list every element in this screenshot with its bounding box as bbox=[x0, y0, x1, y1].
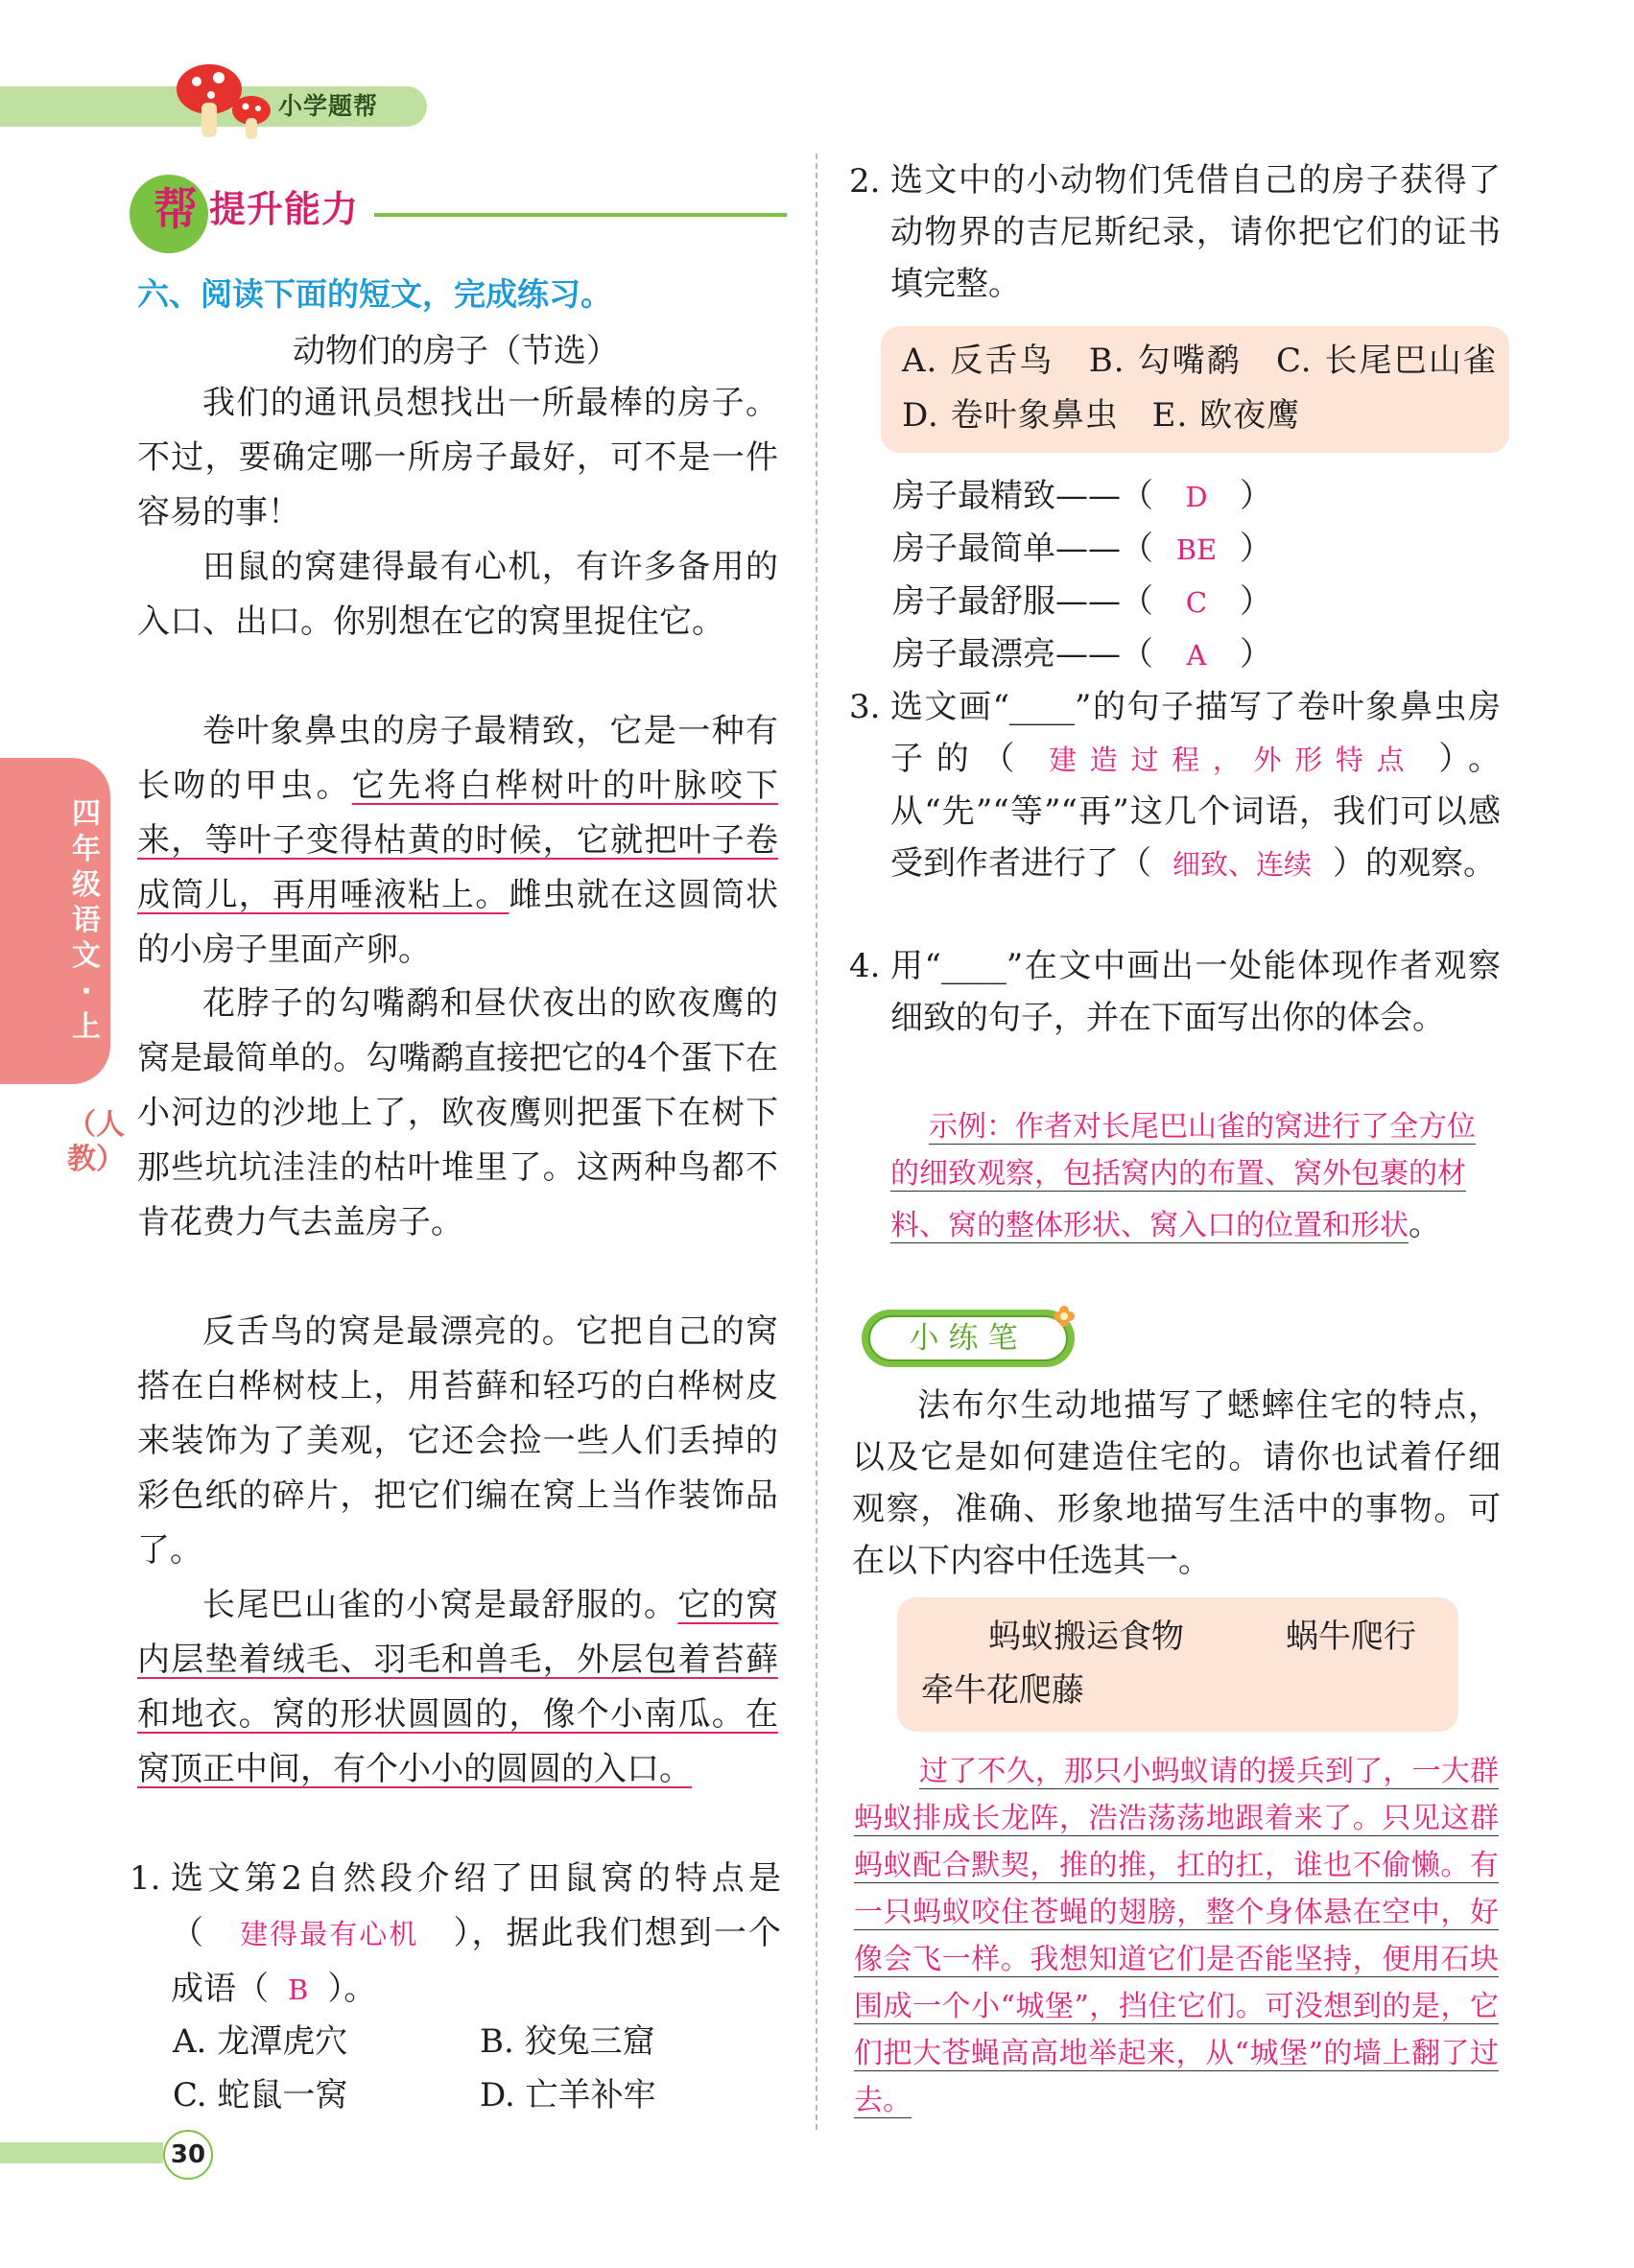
q1-text bbox=[171, 1852, 781, 2018]
q1-text-a: 选文第2自然段介绍了田鼠窝的特点是（ bbox=[171, 1859, 781, 1952]
story-title: 动物们的房子（节选） bbox=[293, 332, 619, 370]
q3-text-b: ）。从“先”“等”“再”这几个词语，我们可以感受到作者进行了（ bbox=[890, 740, 1502, 883]
q2-row-label: 房子最漂亮——（ bbox=[892, 635, 1153, 673]
practice-answer bbox=[854, 1748, 1499, 2124]
q3-text-c: ）的观察。 bbox=[1333, 844, 1497, 883]
topic-3: 牵牛花爬藤 bbox=[921, 1671, 1084, 1710]
q4-answer bbox=[890, 1103, 1501, 1252]
q3-text-a: 选文画“____”的句子描写了卷叶象鼻虫房子的（ bbox=[890, 688, 1501, 778]
section-title: 提升能力 bbox=[209, 188, 360, 230]
q2-number: 2. bbox=[849, 162, 881, 201]
q4-answer-text: 示例：作者对长尾巴山雀的窝进行了全方位的细致观察，包括窝内的布置、窝外包裹的材料、窝的整体形状、窝入口的位置和形状 bbox=[890, 1110, 1476, 1242]
q3-answer-2: 细致、连续 bbox=[1172, 848, 1313, 881]
practice-label: 小练笔 bbox=[909, 1321, 1028, 1356]
q1-answer-1: 建得最有心机 bbox=[240, 1918, 419, 1950]
q2-row-answer: C bbox=[1185, 586, 1208, 619]
story-paragraph-3 bbox=[137, 704, 778, 978]
q4-number: 4. bbox=[849, 947, 881, 985]
q1-option-a: A. 龙潭虎穴 bbox=[173, 2022, 348, 2061]
grade-label: 四年级语文·上 bbox=[72, 797, 101, 1044]
q2-rows bbox=[892, 470, 1487, 681]
q2-row-answer: D bbox=[1185, 481, 1208, 513]
story-paragraph-2: 田鼠的窝建得最有心机，有许多备用的入口、出口。你别想在它的窝里捉住它。 bbox=[137, 548, 778, 641]
section-badge-text: 帮 bbox=[154, 183, 198, 235]
q2-row-answer: BE bbox=[1175, 533, 1218, 566]
paragraph-3-end: 雌虫就在这圆筒状的小房子里面产卵。 bbox=[137, 876, 779, 969]
mushroom-icon bbox=[163, 53, 278, 144]
topic-1: 蚂蚁搬运食物 bbox=[988, 1618, 1184, 1656]
q3-number: 3. bbox=[849, 688, 881, 726]
underlined-sentence-tit: 它的窝内层垫着绒毛、羽毛和兽毛，外层包着苔藓和地衣。窝的形状圆圆的，像个小南瓜。在窝顶正中间，有个小小的圆圆的入口。 bbox=[137, 1586, 778, 1788]
q2-row-label: 房子最精致——（ bbox=[892, 477, 1153, 515]
flower-icon bbox=[1051, 1303, 1077, 1330]
q2-row bbox=[892, 576, 1487, 628]
page-number: 30 bbox=[163, 2130, 213, 2180]
underlined-sentence-beetle: 它先将白桦树叶的叶脉咬下来，等叶子变得枯黄的时候，它就把叶子卷成筒儿，再用唾液粘上。 bbox=[137, 767, 779, 914]
edition-label: （人教） bbox=[67, 1108, 125, 1176]
brand-title: 小学题帮 bbox=[278, 92, 379, 120]
q1-answer-2: B bbox=[288, 1973, 309, 2006]
section-divider bbox=[374, 213, 787, 217]
story-paragraph-4: 花脖子的勾嘴鹬和昼伏夜出的欧夜鹰的窝是最简单的。勾嘴鹬直接把它的4个蛋下在小河边的沙地上了，欧夜鹰则把蛋下在树下那些坑坑洼洼的枯叶堆里了。这两种鸟都不肯花费力气去盖房子。 bbox=[137, 984, 778, 1241]
q4-text: 用“____”在文中画出一处能体现作者观察细致的句子，并在下面写出你的体会。 bbox=[890, 947, 1501, 1037]
paragraph-3-intro: 卷叶象鼻虫的房子最精致，它是一种有长吻的甲虫。 bbox=[137, 712, 778, 805]
column-divider bbox=[816, 154, 817, 2130]
story-paragraph-6 bbox=[137, 1578, 778, 1797]
question-heading: 六、阅读下面的短文，完成练习。 bbox=[137, 275, 612, 313]
q2-row bbox=[892, 523, 1487, 576]
q4-answer-end: 。 bbox=[1409, 1205, 1441, 1243]
q2-row-close: ） bbox=[1240, 582, 1272, 621]
q2-row-close: ） bbox=[1240, 530, 1272, 568]
q2-row bbox=[892, 628, 1487, 681]
q2-row-close: ） bbox=[1240, 477, 1272, 515]
q2-choices: A. 反舌鸟 B. 勾嘴鹬 C. 长尾巴山雀 D. 卷叶象鼻虫 E. 欧夜鹰 bbox=[902, 342, 1530, 435]
q2-row bbox=[892, 470, 1487, 523]
q3-text bbox=[890, 681, 1501, 890]
q1-option-d: D. 亡羊补牢 bbox=[480, 2076, 656, 2114]
q1-text-b: ），据此我们想到一个成语（ bbox=[171, 1914, 781, 2008]
q1-option-b: B. 狡兔三窟 bbox=[480, 2022, 655, 2061]
topic-2: 蜗牛爬行 bbox=[1286, 1618, 1416, 1656]
q2-row-close: ） bbox=[1240, 635, 1272, 673]
q2-row-answer: A bbox=[1186, 639, 1207, 672]
practice-answer-text: 过了不久，那只小蚂蚁请的援兵到了，一大群蚂蚁排成长龙阵，浩浩荡荡地跟着来了。只见这群蚂蚁配合默契，推的推，扛的扛，谁也不偷懒。有一只蚂蚁咬住苍蝇的翅膀，整个身体悬在空中，好像会飞一样。我想知道它们是否能坚持，便用石块围成一个小“城堡”，挡住它们。可没想到的是，它们把大苍蝇高高地举起来，从“城堡”的墙上翻了过去。 bbox=[854, 1755, 1499, 2117]
q2-row-label: 房子最简单——（ bbox=[892, 530, 1153, 568]
q3-answer-1: 建造过程，外形特点 bbox=[1049, 744, 1418, 776]
paragraph-6-intro: 长尾巴山雀的小窝是最舒服的。 bbox=[202, 1586, 678, 1624]
q1-number: 1. bbox=[130, 1859, 161, 1898]
story-paragraph-5: 反舌鸟的窝是最漂亮的。它把自己的窝搭在白桦树枝上，用苔藓和轻巧的白桦树皮来装饰为了美观，它还会捡一些人们丢掉的彩色纸的碎片，把它们编在窝上当作装饰品了。 bbox=[137, 1312, 778, 1570]
q2-text: 选文中的小动物们凭借自己的房子获得了动物界的吉尼斯纪录，请你把它们的证书填完整。 bbox=[890, 161, 1501, 303]
practice-prompt: 法布尔生动地描写了蟋蟀住宅的特点，以及它是如何建造住宅的。请你也试着仔细观察，准确、形象地描写生活中的事物。可在以下内容中任选其一。 bbox=[852, 1386, 1501, 1580]
q1-option-c: C. 蛇鼠一窝 bbox=[173, 2076, 348, 2114]
footer-bar bbox=[0, 2142, 163, 2163]
story-paragraph-1: 我们的通讯员想找出一所最棒的房子。不过，要确定哪一所房子最好，可不是一件容易的事！ bbox=[137, 384, 778, 532]
q2-row-label: 房子最舒服——（ bbox=[892, 582, 1153, 621]
q1-text-c: ）。 bbox=[327, 1970, 377, 2008]
